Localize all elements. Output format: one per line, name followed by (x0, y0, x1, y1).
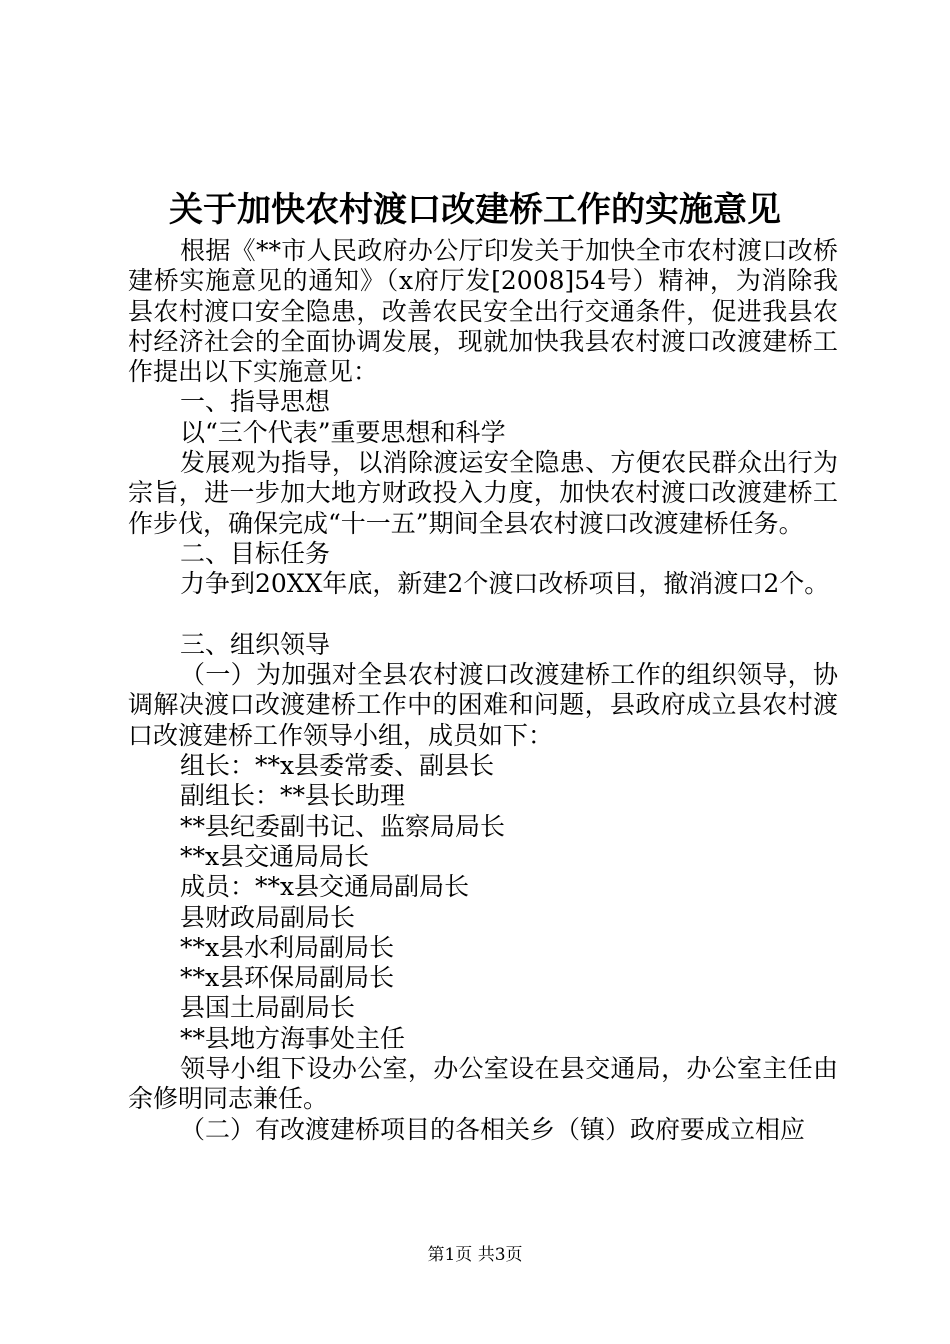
leadership-paragraph-2: （二）有改渡建桥项目的各相关乡（镇）政府要成立相应 (180, 1114, 806, 1144)
member-line: **县纪委副书记、监察局局长 (180, 811, 506, 841)
intro-paragraph: 根据《**市人民政府办公厅印发关于加快全市农村渡口改桥建桥实施意见的通知》（x府厅发[2008]54号）精神，为消除我县农村渡口安全隐患，改善农民安全出行交通条件，促进我县农村经济社会的全面协调发展，现就加快我县农村渡口改渡建桥工作提出以下实施意见： (128, 236, 838, 387)
guiding-thought-line: 以“三个代表”重要思想和科学 (180, 417, 506, 447)
document-title: 关于加快农村渡口改建桥工作的实施意见 (169, 190, 781, 230)
member-line: 副组长：**县长助理 (180, 781, 406, 811)
section-heading-guiding-thought: 一、指导思想 (180, 387, 331, 417)
member-line: 成员：**x县交通局副局长 (180, 872, 470, 902)
section-heading-leadership: 三、组织领导 (180, 629, 331, 659)
member-line: **x县水利局副局长 (180, 932, 395, 962)
leadership-paragraph-1: （一）为加强对全县农村渡口改渡建桥工作的组织领导，协调解决渡口改渡建桥工作中的困难和问题，县政府成立县农村渡口改渡建桥工作领导小组，成员如下： (128, 660, 838, 750)
goals-paragraph: 力争到20XX年底，新建2个渡口改桥项目，撤消渡口2个。 (180, 569, 830, 599)
blank-line (128, 600, 838, 630)
member-line: 县国土局副局长 (180, 993, 356, 1023)
member-line: **x县交通局局长 (180, 841, 370, 871)
page-footer: 第1页 共3页 (427, 1245, 523, 1265)
document-body (128, 236, 838, 1145)
member-line: **x县环保局副局长 (180, 963, 395, 993)
member-line: 县财政局副局长 (180, 902, 356, 932)
office-paragraph: 领导小组下设办公室，办公室设在县交通局，办公室主任由余修明同志兼任。 (128, 1054, 838, 1114)
member-line: 组长：**x县委常委、副县长 (180, 751, 495, 781)
section-heading-goals: 二、目标任务 (180, 538, 331, 568)
guiding-thought-paragraph: 发展观为指导，以消除渡运安全隐患、方便农民群众出行为宗旨，进一步加大地方财政投入力度，加快农村渡口改渡建桥工作步伐，确保完成“十一五”期间全县农村渡口改渡建桥任务。 (128, 448, 838, 538)
member-line: **县地方海事处主任 (180, 1023, 406, 1053)
